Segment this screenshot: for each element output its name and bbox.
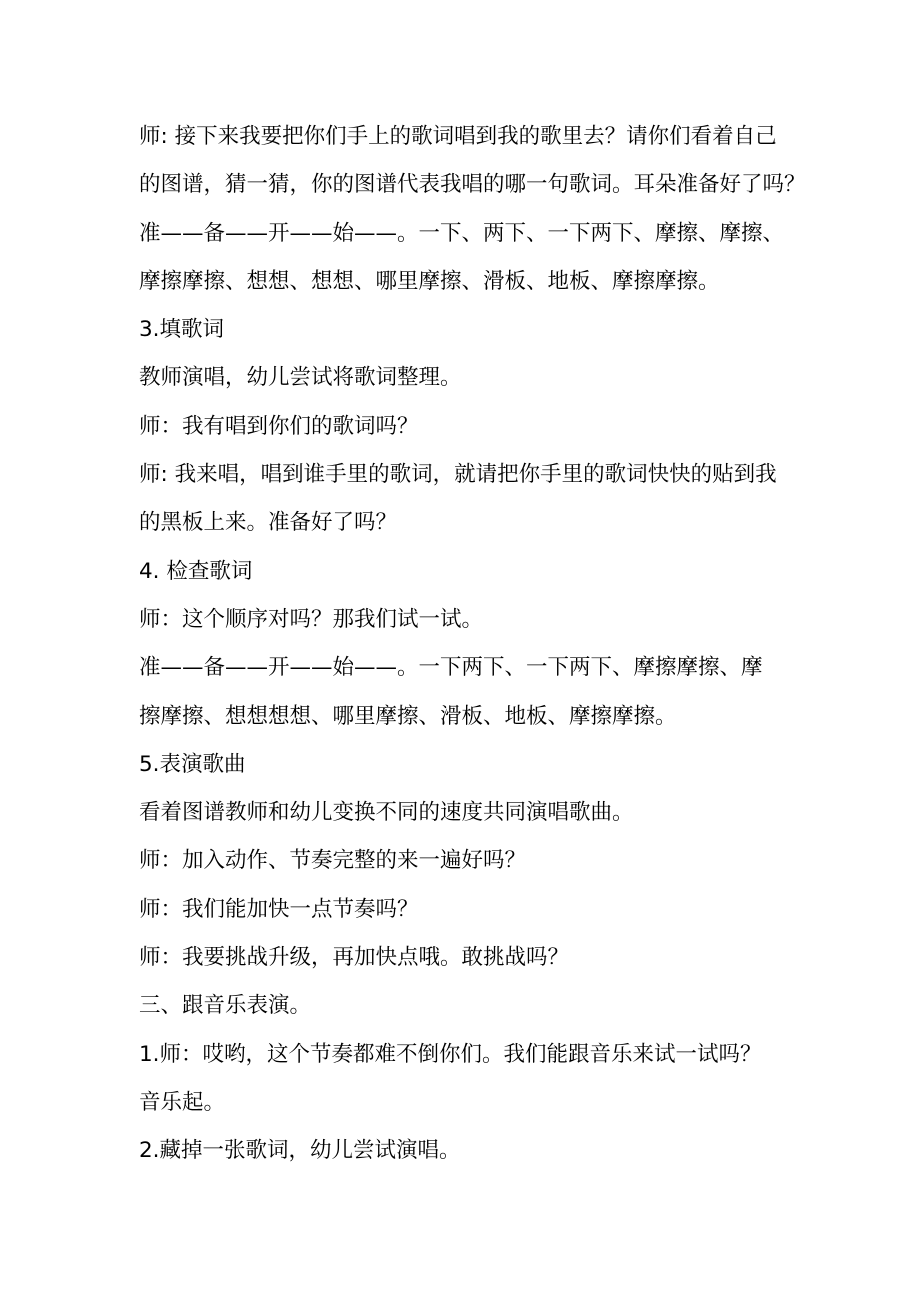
text-line: 音乐起。 [139,1089,226,1115]
section-heading: 三、跟音乐表演。 [139,993,312,1019]
text-line: 2.藏掉一张歌词，幼儿尝试演唱。 [139,1138,461,1164]
text-line: 师：这个顺序对吗？那我们试一试。 [139,606,484,632]
text-line: 1.师：哎哟，这个节奏都难不倒你们。我们能跟音乐来试一试吗？ [139,1041,762,1067]
text-line: 的图谱，猜一猜，你的图谱代表我唱的哪一句歌词。耳朵准备好了吗？ [139,172,806,198]
text-line: 看着图谱教师和幼儿变换不同的速度共同演唱歌曲。 [139,800,634,826]
section-heading: 3.填歌词 [139,317,225,343]
section-heading: 4. 检查歌词 [139,558,253,584]
text-line: 的黑板上来。准备好了吗？ [139,510,398,536]
text-line: 擦摩擦、想想想想、哪里摩擦、滑板、地板、摩擦摩擦。 [139,703,677,729]
text-line: 教师演唱，幼儿尝试将歌词整理。 [139,365,462,391]
text-line: 师：我有唱到你们的歌词吗？ [139,413,419,439]
text-line: 准——备——开——始——。一下、两下、一下两下、摩擦、摩擦、 [139,220,785,246]
text-line: 师: 我来唱，唱到谁手里的歌词，就请把你手里的歌词快快的贴到我 [139,462,777,488]
text-line: 师: 接下来我要把你们手上的歌词唱到我的歌里去？请你们看着自己 [139,124,777,149]
section-heading: 5.表演歌曲 [139,751,246,777]
document-body [139,113,806,1176]
text-line: 师：我要挑战升级，再加快点哦。敢挑战吗？ [139,945,570,971]
text-line: 摩擦摩擦、想想、想想、哪里摩擦、滑板、地板、摩擦摩擦。 [139,268,720,294]
text-line: 师：我们能加快一点节奏吗？ [139,896,419,922]
text-line: 师：加入动作、节奏完整的来一遍好吗？ [139,848,527,874]
text-line: 准——备——开——始——。一下两下、一下两下、摩擦摩擦、摩 [139,655,763,681]
